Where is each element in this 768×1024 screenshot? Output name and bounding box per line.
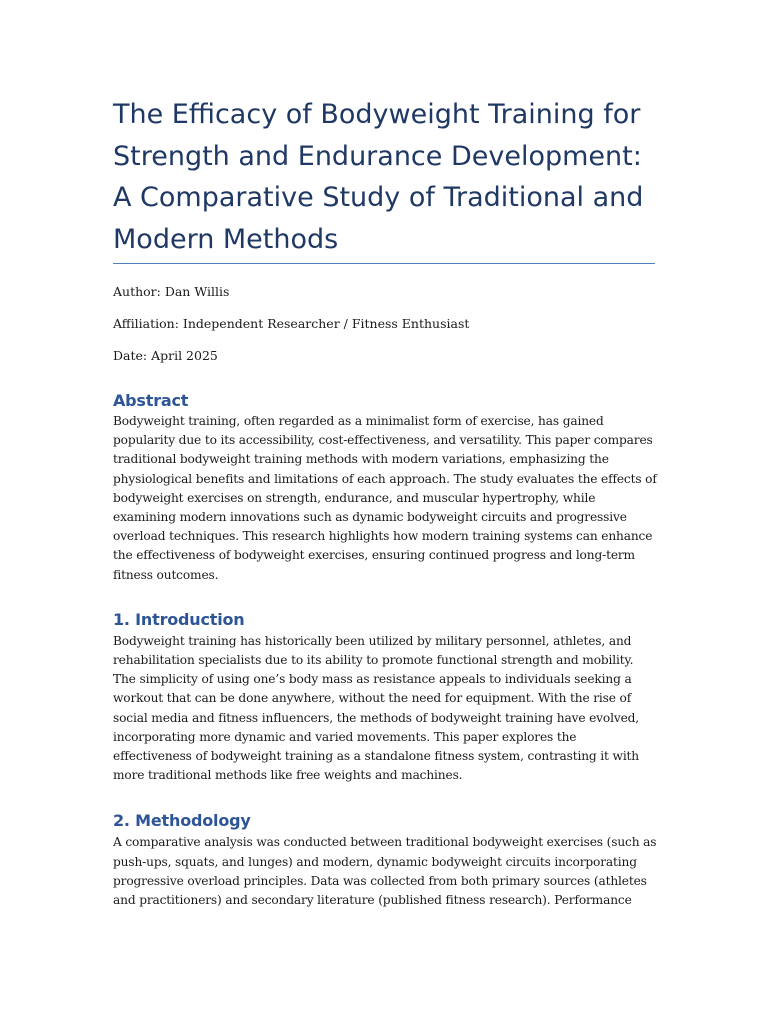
abstract-paragraph: Bodyweight training, often regarded as a minimalist form of exercise, has gained popularity due to its accessibility, cost-effectiveness, and versatility. This paper compares traditional bodyweight training methods with modern variations, emphasizing the physiological benefits and limitations of each approach. The study evaluates the effects of bodyweight exercises on strength, endurance, and muscular hypertrophy, while examining modern innovations such as dynamic bodyweight circuits and progressive overload techniques. This research highlights how modern training systems can enhance the effectiveness of bodyweight exercises, ensuring continued progress and long-term fitness outcomes. xyxy=(113,414,657,582)
title-divider xyxy=(113,263,655,264)
introduction-heading: 1. Introduction xyxy=(113,609,245,629)
methodology-heading: 2. Methodology xyxy=(113,811,251,831)
author-line: Author: Dan Willis xyxy=(113,284,230,299)
methodology-paragraph: A comparative analysis was conducted between traditional bodyweight exercises (such as push-ups, squats, and lunges) and modern, dynamic bodyweight circuits incorporating progressive overload principles. Data was collected from both primary sources (athletes and practitioners) and secondary literature (published fitness research). Performance xyxy=(113,835,657,908)
abstract-heading: Abstract xyxy=(113,391,189,410)
introduction-paragraph: Bodyweight training has historically been utilized by military personnel, athletes, and rehabilitation specialists due to its ability to promote functional strength and mobility. The simplicity of using one’s body mass as resistance appeals to individuals seeking a workout that can be done anywhere, without the need for equipment. With the rise of social media and fitness influencers, the methods of bodyweight training have evolved, incorporating more dynamic and varied movements. This paper explores the effectiveness of bodyweight training as a standalone fitness system, contrasting it with more traditional methods like free weights and machines. xyxy=(113,633,640,783)
date-line: Date: April 2025 xyxy=(113,348,218,363)
affiliation-line: Affiliation: Independent Researcher / Fitness Enthusiast xyxy=(113,316,470,331)
paper-title: The Efficacy of Bodyweight Training for Strength and Endurance Development: A Comparative Study of Traditional and Modern Methods xyxy=(113,99,644,255)
